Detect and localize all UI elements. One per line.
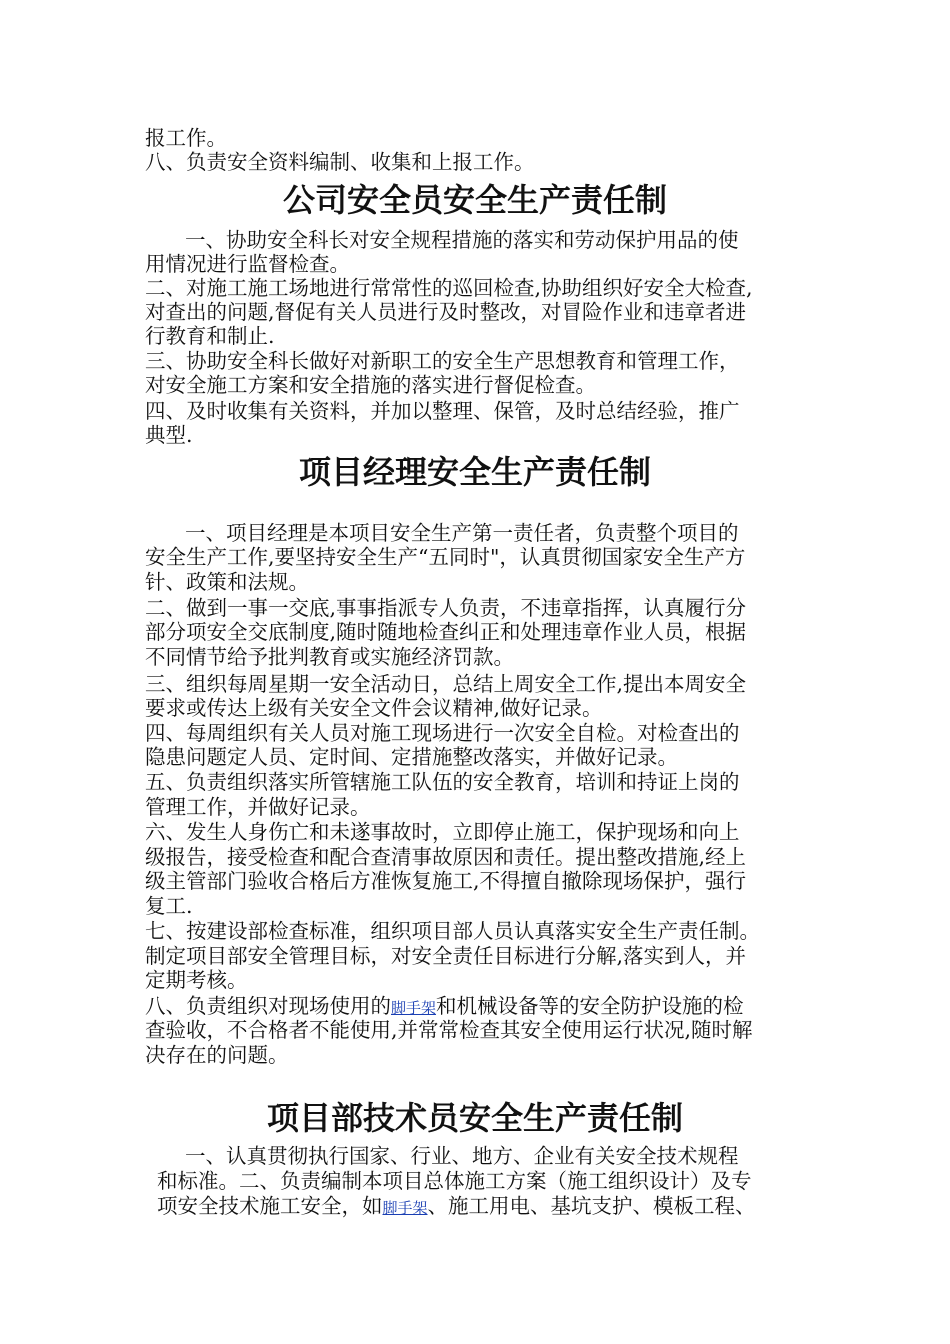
paragraph-line: 六、发生人身伤亡和未遂事故时，立即停止施工，保护现场和向上 bbox=[145, 820, 740, 844]
line-text: 项安全技术施工安全，如 bbox=[157, 1194, 383, 1218]
paragraph-line: 针、政策和法规。 bbox=[145, 570, 309, 594]
paragraph-line: 一、协助安全科长对安全规程措施的落实和劳动保护用品的使 bbox=[185, 228, 739, 252]
paragraph-line: 用情况进行监督检查。 bbox=[145, 252, 350, 276]
paragraph-line: 级主管部门验收合格后方准恢复施工,不得擅自撤除现场保护，强行 bbox=[145, 869, 747, 893]
paragraph-line: 安全生产工作,要坚持安全生产“五同时"，认真贯彻国家安全生产方 bbox=[145, 545, 746, 569]
paragraph-line: 报工作。 bbox=[145, 126, 227, 150]
paragraph-line: 隐患问题定人员、定时间、定措施整改落实，并做好记录。 bbox=[145, 745, 678, 769]
section-heading: 项目部技术员安全生产责任制 bbox=[266, 1099, 683, 1137]
paragraph-line: 要求或传达上级有关安全文件会议精神,做好记录。 bbox=[145, 696, 603, 720]
paragraph-line: 查验收，不合格者不能使用,并常常检查其安全使用运行状况,随时解 bbox=[145, 1018, 753, 1042]
paragraph-line: 级报告，接受检查和配合查清事故原因和责任。提出整改措施,经上 bbox=[145, 845, 747, 869]
line-text: 、施工用电、基坑支护、模板工程、 bbox=[427, 1194, 756, 1218]
paragraph-line: 四、及时收集有关资料，并加以整理、保管，及时总结经验，推广 bbox=[145, 399, 740, 423]
paragraph-line bbox=[145, 994, 744, 1020]
paragraph-line: 二、做到一事一交底,事事指派专人负责，不违章指挥，认真履行分 bbox=[145, 596, 747, 620]
paragraph-line: 八、负责安全资料编制、收集和上报工作。 bbox=[145, 150, 535, 174]
paragraph-line: 七、按建设部检查标准，组织项目部人员认真落实安全生产责任制。 bbox=[145, 919, 760, 943]
paragraph-line: 三、组织每周星期一安全活动日，总结上周安全工作,提出本周安全 bbox=[145, 672, 747, 696]
paragraph-line: 一、认真贯彻执行国家、行业、地方、企业有关安全技术规程 bbox=[185, 1144, 739, 1168]
paragraph-line: 五、负责组织落实所管辖施工队伍的安全教育，培训和持证上岗的 bbox=[145, 770, 740, 794]
paragraph-line bbox=[157, 1194, 756, 1220]
paragraph-line: 和标准。二、负责编制本项目总体施工方案（施工组织设计）及专 bbox=[157, 1169, 752, 1193]
paragraph-line: 部分项安全交底制度,随时随地检查纠正和处理违章作业人员，根据 bbox=[145, 620, 747, 644]
section-heading: 项目经理安全生产责任制 bbox=[298, 453, 651, 491]
section-heading: 公司安全员安全生产责任制 bbox=[282, 181, 667, 219]
scaffold-link[interactable]: 脚手架 bbox=[382, 1199, 428, 1217]
paragraph-line: 三、协助安全科长做好对新职工的安全生产思想教育和管理工作， bbox=[145, 349, 740, 373]
scaffold-link[interactable]: 脚手架 bbox=[391, 999, 437, 1017]
paragraph-line: 典型. bbox=[145, 423, 193, 447]
paragraph-line: 定期考核。 bbox=[145, 968, 248, 992]
paragraph-line: 二、对施工施工场地进行常常性的巡回检查,协助组织好安全大检查, bbox=[145, 276, 753, 300]
paragraph-line: 四、每周组织有关人员对施工现场进行一次安全自检。对检查出的 bbox=[145, 721, 740, 745]
paragraph-line: 制定项目部安全管理目标，对安全责任目标进行分解,落实到人，并 bbox=[145, 944, 747, 968]
paragraph-line: 行教育和制止. bbox=[145, 324, 275, 348]
line-text: 八、负责组织对现场使用的 bbox=[145, 994, 391, 1018]
paragraph-line: 一、项目经理是本项目安全生产第一责任者，负责整个项目的 bbox=[185, 521, 739, 545]
line-text: 和机械设备等的安全防护设施的检 bbox=[436, 994, 744, 1018]
paragraph-line: 决存在的问题。 bbox=[145, 1043, 289, 1067]
paragraph-line: 复工. bbox=[145, 894, 193, 918]
paragraph-line: 管理工作，并做好记录。 bbox=[145, 795, 371, 819]
paragraph-line: 不同情节给予批判教育或实施经济罚款。 bbox=[145, 645, 514, 669]
paragraph-line: 对安全施工方案和安全措施的落实进行督促检查。 bbox=[145, 373, 596, 397]
paragraph-line: 对查出的问题,督促有关人员进行及时整改，对冒险作业和违章者进 bbox=[145, 300, 747, 324]
